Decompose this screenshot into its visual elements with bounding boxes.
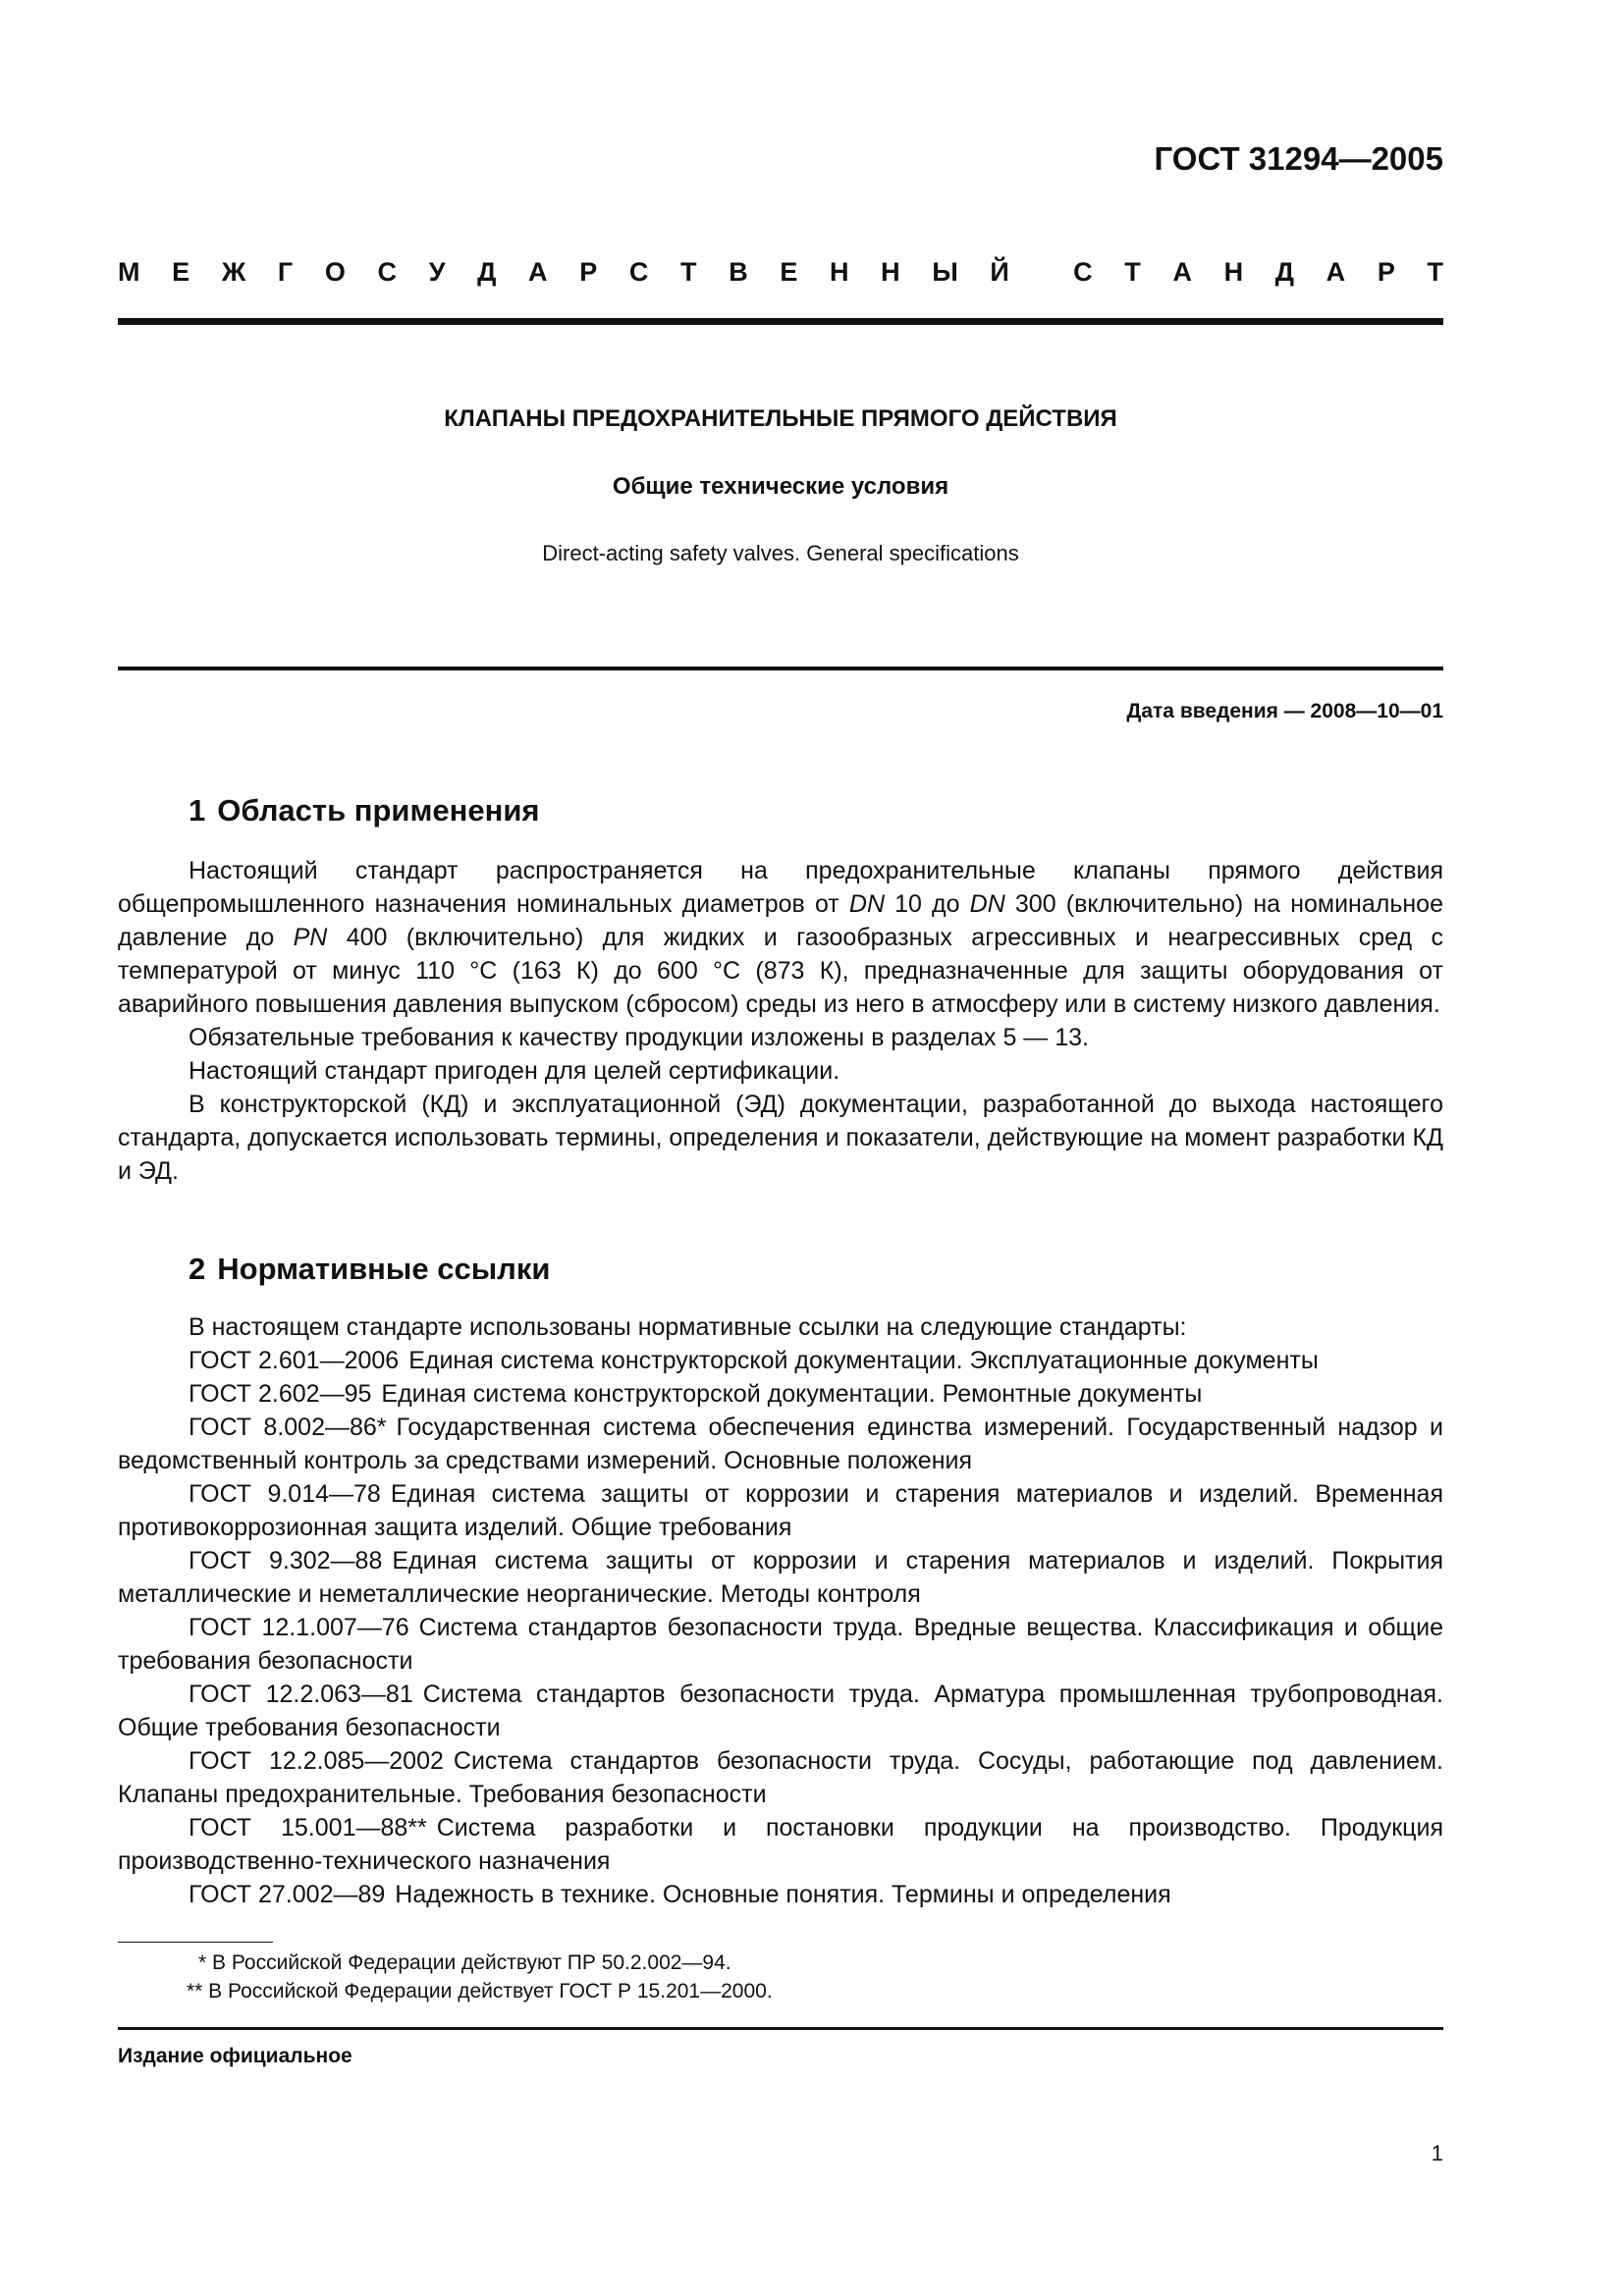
paragraph: Обязательные требования к качеству продукции изложены в разделах 5 — 13.	[189, 1024, 1090, 1051]
italic-term: DN	[848, 890, 885, 918]
reference-title: Государственная система обеспечения единства измерений. Государственный надзор и ведомственный контроль за средствами измерений. Основные положения	[118, 1414, 1443, 1474]
title-divider	[118, 667, 1443, 670]
reference-title: Система разработки и постановки продукции на производство. Продукция производственно-технического назначения	[118, 1814, 1443, 1875]
reference-title: Единая система конструкторской документации. Эксплуатационные документы	[408, 1347, 1319, 1374]
text-run: 400 (включительно) для жидких и газообразных агрессивных и неагрессивных сред с температурой от минус 110 °С (163 К) до 600 °С (873 К), предназначенные для защиты оборудования от аварийного повышения давления выпуском (сбросом) среды из него в атмосферу или в систему низкого давления.	[118, 924, 1444, 1018]
header-letter: Н	[1223, 257, 1244, 287]
header-letter: Ж	[221, 257, 246, 287]
reference-title: Система стандартов безопасности труда. Арматура промышленная трубопроводная. Общие требования безопасности	[118, 1681, 1443, 1741]
header-letter: Т	[1124, 257, 1141, 287]
section-2-heading	[189, 1252, 550, 1287]
reference-title: Система стандартов безопасности труда. Сосуды, работающие под давлением. Клапаны предохранительные. Требования безопасности	[118, 1747, 1443, 1808]
footnote: ** В Российской Федерации действует ГОСТ Р 15.201—2000.	[187, 1980, 773, 2002]
gost-number: ГОСТ 31294—2005	[1154, 140, 1443, 177]
reference-title: Надежность в технике. Основные понятия. Термины и определения	[395, 1881, 1171, 1908]
reference-item	[118, 1377, 1443, 1411]
edition-label: Издание официальное	[118, 2045, 352, 2067]
header-letter: С	[377, 257, 398, 287]
reference-item	[118, 1544, 1443, 1611]
reference-item	[118, 1611, 1443, 1678]
header-letter: Д	[1274, 257, 1295, 287]
header-letter: У	[428, 257, 446, 287]
page-number: 1	[1431, 2141, 1443, 2165]
reference-item	[118, 1678, 1443, 1744]
section-1-heading	[189, 793, 540, 828]
reference-item	[118, 1878, 1443, 1911]
header-letter: Н	[881, 257, 900, 287]
reference-code: ГОСТ 27.002—89	[189, 1881, 386, 1908]
header-letter: Р	[1377, 257, 1395, 287]
footnote: * В Российской Федерации действуют ПР 50.2.002—94.	[198, 1951, 731, 1974]
italic-term: DN	[969, 890, 1005, 918]
header-letter: Д	[477, 257, 497, 287]
header-letter: Т	[1427, 257, 1443, 287]
footnotes	[118, 1949, 1100, 2005]
paragraph	[118, 854, 1443, 1021]
section-2-body	[118, 1310, 1443, 1911]
header-letter: О	[324, 257, 346, 287]
reference-code: ГОСТ 9.014—78	[189, 1480, 381, 1508]
header-letter: А	[1172, 257, 1192, 287]
section-title: Нормативные ссылки	[217, 1252, 551, 1286]
document-title: КЛАПАНЫ ПРЕДОХРАНИТЕЛЬНЫЕ ПРЯМОГО ДЕЙСТВИЯ	[444, 405, 1117, 432]
footnote-separator	[118, 1942, 273, 1943]
header-letter: В	[729, 257, 748, 287]
reference-title: Единая система защиты от коррозии и старения материалов и изделий. Временная противокоррозионная защита изделий. Общие требования	[118, 1480, 1443, 1541]
header-letter: С	[1073, 257, 1093, 287]
section-number: 1	[189, 793, 206, 828]
section-1-body	[118, 854, 1443, 1188]
text-run: 10 до	[885, 890, 970, 918]
reference-title: Система стандартов безопасности труда. Вредные вещества. Классификация и общие требования безопасности	[118, 1614, 1443, 1675]
header-divider	[118, 318, 1443, 325]
introduction-date: Дата введения — 2008—10—01	[1126, 700, 1443, 722]
header-letter: М	[118, 257, 140, 287]
reference-item	[118, 1744, 1443, 1811]
header-letter: С	[628, 257, 649, 287]
reference-code: ГОСТ 9.302—88	[189, 1547, 383, 1575]
reference-code: ГОСТ 12.1.007—76	[189, 1614, 409, 1641]
text-run: 300 (включительно) на номинальное давление до	[118, 890, 1443, 951]
header-letter: Е	[172, 257, 190, 287]
document-english-title: Direct-acting safety valves. General specifications	[542, 541, 1019, 565]
reference-code: ГОСТ 12.2.085—2002	[189, 1747, 444, 1775]
paragraph: В конструкторской (КД) и эксплуатационной (ЭД) документации, разработанной до выхода настоящего стандарта, допускается использовать термины, определения и показатели, действующие на момент разработки КД и ЭД.	[118, 1091, 1443, 1185]
header-letter: А	[1325, 257, 1346, 287]
reference-item	[118, 1411, 1443, 1477]
footer-divider	[118, 2027, 1443, 2030]
reference-code: ГОСТ 8.002—86*	[189, 1414, 387, 1441]
section-number: 2	[189, 1252, 206, 1286]
text-run: Настоящий стандарт распространяется на предохранительные клапаны прямого действия общепромышленного назначения номинальных диаметров от	[118, 857, 1443, 918]
standard-type-header	[118, 257, 1443, 288]
reference-code: ГОСТ 12.2.063—81	[189, 1681, 413, 1708]
reference-title: Единая система защиты от коррозии и старения материалов и изделий. Покрытия металлические и неметаллические неорганические. Методы контроля	[118, 1547, 1444, 1608]
reference-item	[118, 1477, 1443, 1544]
section-title: Область применения	[217, 793, 540, 828]
paragraph: Настоящий стандарт пригоден для целей сертификации.	[189, 1057, 840, 1085]
header-letter: Н	[830, 257, 849, 287]
header-letter: Е	[780, 257, 798, 287]
italic-term: PN	[293, 924, 328, 951]
reference-code: ГОСТ 2.601—2006	[189, 1347, 400, 1374]
header-letter: Ы	[932, 257, 958, 287]
header-letter: Й	[990, 257, 1009, 287]
header-letter: А	[528, 257, 548, 287]
header-letter: Г	[277, 257, 294, 287]
header-letter: Р	[579, 257, 598, 287]
reference-title: Единая система конструкторской документации. Ремонтные документы	[381, 1380, 1203, 1408]
document-subtitle: Общие технические условия	[612, 473, 949, 500]
reference-item	[118, 1811, 1443, 1878]
reference-code: ГОСТ 15.001—88**	[189, 1814, 427, 1842]
header-letter: Т	[680, 257, 697, 287]
reference-item	[118, 1344, 1443, 1377]
paragraph: В настоящем стандарте использованы нормативные ссылки на следующие стандарты:	[189, 1313, 1187, 1341]
reference-code: ГОСТ 2.602—95	[189, 1380, 372, 1408]
